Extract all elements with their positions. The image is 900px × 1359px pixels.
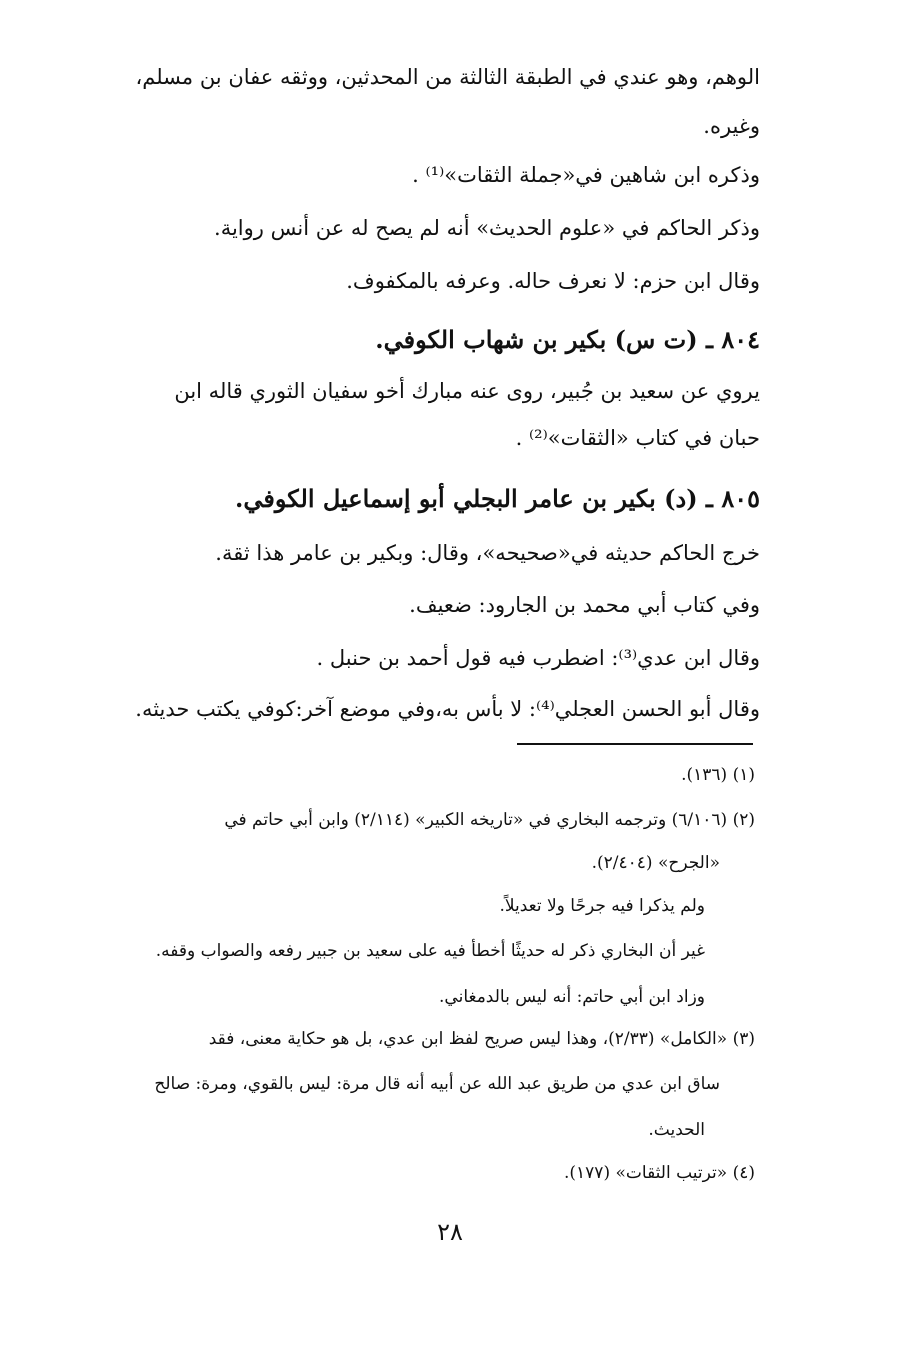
body-line: يروي عن سعيد بن جُبير، روى عنه مبارك أخو سفيان الثوري قاله ابن [174, 379, 760, 403]
footnote-1: (١) (١٣٦). [681, 765, 755, 785]
footnote-3: ساق ابن عدي من طريق عبد الله عن أبيه أنه قال مرة: ليس بالقوي، ومرة: صالح [154, 1074, 720, 1094]
body-line: وقال ابن عدي⁽³⁾: اضطرب فيه قول أحمد بن حنبل . [316, 646, 760, 670]
entry-heading-805: ٨٠٥ ـ (د) بكير بن عامر البجلي أبو إسماعيل الكوفي. [235, 484, 760, 513]
body-line: وفي كتاب أبي محمد بن الجارود: ضعيف. [409, 593, 760, 617]
body-line: خرج الحاكم حديثه في«صحيحه»، وقال: وبكير بن عامر هذا ثقة. [215, 541, 760, 565]
entry-heading-804: ٨٠٤ ـ (ت س) بكير بن شهاب الكوفي. [375, 325, 760, 354]
footnote-2: (٢) (٦/١٠٦) وترجمه البخاري في «تاريخه الكبير» (٢/١١٤) وابن أبي حاتم في [224, 810, 755, 830]
footnote-separator [517, 743, 753, 745]
footnote-3: (٣) «الكامل» (٢/٣٣)، وهذا ليس صريح لفظ ابن عدي، بل هو حكاية معنى، فقد [208, 1029, 755, 1049]
body-line: حبان في كتاب «الثقات»⁽²⁾ . [515, 426, 760, 450]
footnote-2: وزاد ابن أبي حاتم: أنه ليس بالدمغاني. [439, 987, 705, 1007]
body-line: الوهم، وهو عندي في الطبقة الثالثة من المحدثين، ووثقه عفان بن مسلم، [135, 65, 760, 89]
body-line: وذكر الحاكم في «علوم الحديث» أنه لم يصح له عن أنس رواية. [214, 216, 760, 240]
footnote-4: (٤) «ترتيب الثقات» (١٧٧). [564, 1163, 755, 1183]
page-number: ٢٨ [437, 1218, 463, 1246]
body-line: وذكره ابن شاهين في«جملة الثقات»⁽¹⁾ . [412, 163, 760, 187]
footnote-2: ولم يذكرا فيه جرحًا ولا تعديلاً. [499, 896, 705, 916]
body-line: وغيره. [703, 114, 760, 138]
body-line: وقال أبو الحسن العجلي⁽⁴⁾: لا بأس به،وفي موضع آخر:كوفي يكتب حديثه. [135, 697, 760, 721]
footnote-3: الحديث. [648, 1120, 705, 1140]
footnote-2: «الجرح» (٢/٤٠٤). [591, 853, 720, 873]
body-line: وقال ابن حزم: لا نعرف حاله. وعرفه بالمكفوف. [346, 269, 760, 293]
footnote-2: غير أن البخاري ذكر له حديثًا أخطأ فيه على سعيد بن جبير رفعه والصواب وقفه. [155, 941, 705, 961]
